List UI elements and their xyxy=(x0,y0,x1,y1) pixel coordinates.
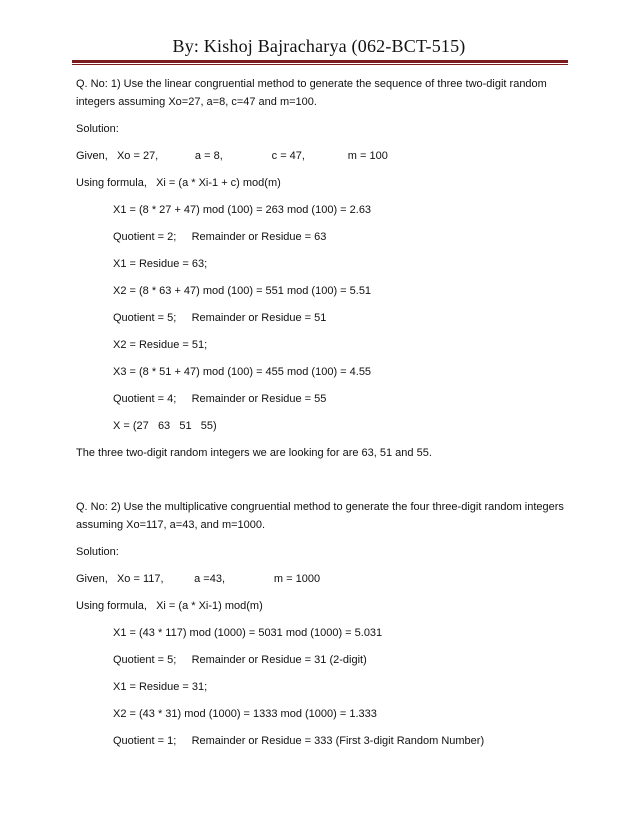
q2-question-line2: assuming Xo=117, a=43, and m=1000. xyxy=(76,519,266,531)
q2-solution-label: Solution: xyxy=(76,546,119,558)
page-header-title: By: Kishoj Bajracharya (062-BCT-515) xyxy=(172,36,466,56)
q1-step: X2 = Residue = 51; xyxy=(113,339,208,351)
q1-step: X2 = (8 * 63 + 47) mod (100) = 551 mod (100) = 5.51 xyxy=(113,285,372,297)
q1-step: Quotient = 2; Remainder or Residue = 63 xyxy=(113,231,327,243)
q1-step: Quotient = 4; Remainder or Residue = 55 xyxy=(113,393,327,405)
q1-step: Quotient = 5; Remainder or Residue = 51 xyxy=(113,312,327,324)
header-rule-thin xyxy=(72,64,568,65)
q2-formula: Using formula, Xi = (a * Xi-1) mod(m) xyxy=(76,600,263,612)
q2-step: X1 = Residue = 31; xyxy=(113,681,208,693)
q2-step: X2 = (43 * 31) mod (1000) = 1333 mod (1000) = 1.333 xyxy=(113,708,377,720)
q1-step: X1 = (8 * 27 + 47) mod (100) = 263 mod (100) = 2.63 xyxy=(113,204,372,216)
q2-step: Quotient = 1; Remainder or Residue = 333 (First 3-digit Random Number) xyxy=(113,735,485,747)
q1-solution-label: Solution: xyxy=(76,123,119,135)
q1-conclusion: The three two-digit random integers we are looking for are 63, 51 and 55. xyxy=(76,447,432,459)
q1-formula: Using formula, Xi = (a * Xi-1 + c) mod(m) xyxy=(76,177,281,189)
q1-question-line2: integers assuming Xo=27, a=8, c=47 and m=100. xyxy=(76,96,317,108)
q1-step: X3 = (8 * 51 + 47) mod (100) = 455 mod (100) = 4.55 xyxy=(113,366,372,378)
q2-question-line1: Q. No: 2) Use the multiplicative congruential method to generate the four three-digit random integers xyxy=(76,501,564,513)
q1-step: X = (27 63 51 55) xyxy=(113,420,217,432)
q2-step: X1 = (43 * 117) mod (1000) = 5031 mod (1000) = 5.031 xyxy=(113,627,383,639)
q2-given: Given, Xo = 117, a =43, m = 1000 xyxy=(76,573,321,585)
q1-question-line1: Q. No: 1) Use the linear congruential method to generate the sequence of three two-digit random xyxy=(76,78,547,90)
header-rule-thick xyxy=(72,60,568,63)
q1-step: X1 = Residue = 63; xyxy=(113,258,208,270)
q2-step: Quotient = 5; Remainder or Residue = 31 (2-digit) xyxy=(113,654,367,666)
q1-given: Given, Xo = 27, a = 8, c = 47, m = 100 xyxy=(76,150,388,162)
